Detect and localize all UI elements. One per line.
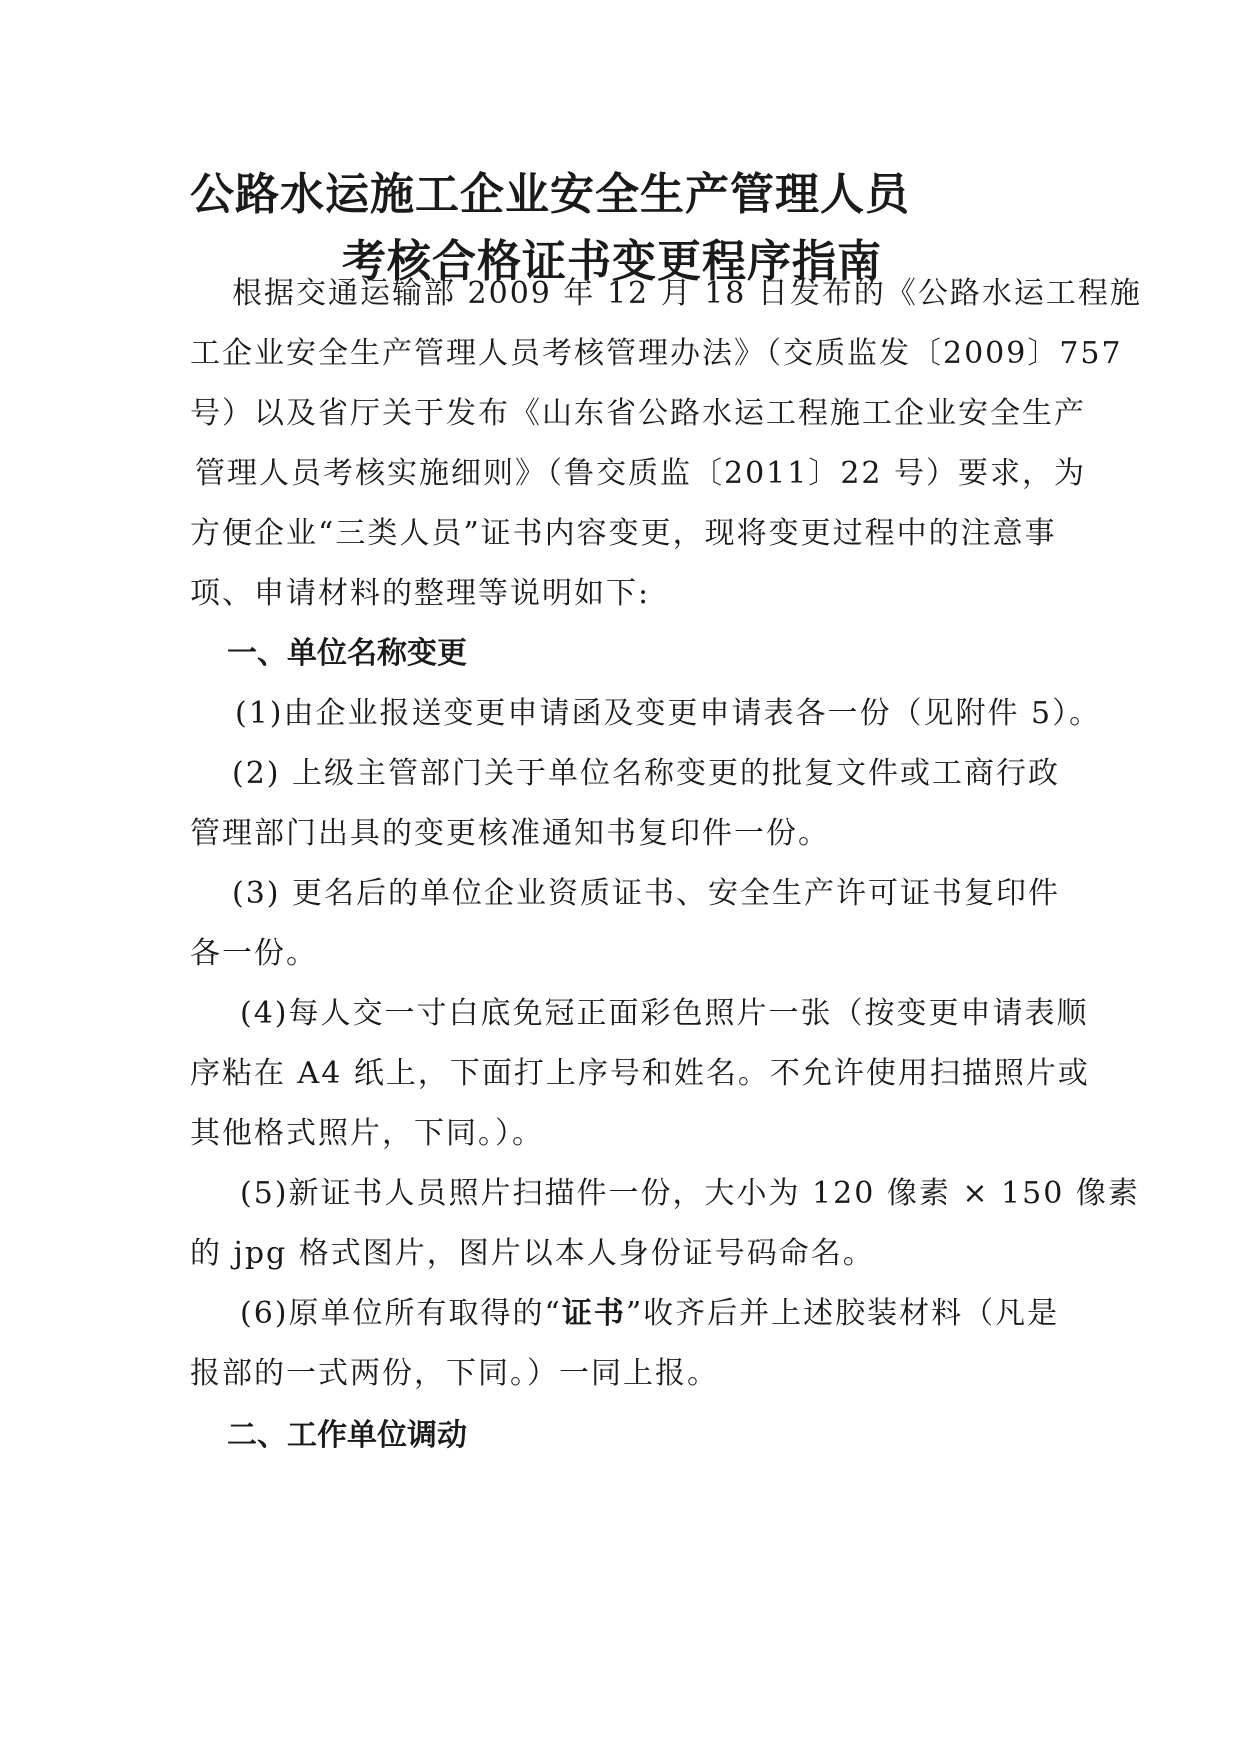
section-2-heading: 二、工作单位调动 (227, 1418, 467, 1453)
section-1-item-3-cont: 各一份。 (190, 936, 318, 971)
section-1-item-2: (2) 上级主管部门关于单位名称变更的批复文件或工商行政 (232, 756, 1061, 791)
section-1-item-5-cont: 的 jpg 格式图片，图片以本人身份证号码命名。 (190, 1236, 875, 1271)
section-1-item-4-cont: 序粘在 A4 纸上，下面打上序号和姓名。不允许使用扫描照片或 (190, 1056, 1090, 1091)
intro-line: 号）以及省厅关于发布《山东省公路水运工程施工企业安全生产 (190, 396, 1086, 431)
intro-line: 根据交通运输部 2009 年 12 月 18 日发布的《公路水运工程施 (232, 276, 1142, 311)
section-1-item-4: (4)每人交一寸白底免冠正面彩色照片一张（按变更申请表顺 (240, 996, 1089, 1031)
title-line-2: 考核合格证书变更程序指南 (342, 236, 882, 287)
section-1-item-4-cont: 其他格式照片，下同。）。 (190, 1116, 544, 1151)
item-6-text: ”收齐后并上述胶装材料（凡是 (625, 1296, 1060, 1331)
title-line-1: 公路水运施工企业安全生产管理人员 (190, 169, 910, 220)
item-6-text: (6)原单位所有取得的“ (240, 1296, 562, 1331)
section-1-item-3: (3) 更名后的单位企业资质证书、安全生产许可证书复印件 (232, 876, 1061, 911)
intro-line: 项、申请材料的整理等说明如下: (190, 576, 651, 611)
section-1-item-6 (240, 1288, 1059, 1332)
section-1-item-1: (1)由企业报送变更申请函及变更申请表各一份（见附件 5）。 (235, 696, 1102, 731)
intro-line: 管理人员考核实施细则》（鲁交质监〔2011〕22 号）要求，为 (195, 456, 1087, 491)
item-6-bold-term: 证书 (561, 1296, 626, 1331)
intro-line: 工企业安全生产管理人员考核管理办法》（交质监发〔2009〕757 (190, 336, 1123, 371)
section-1-heading: 一、单位名称变更 (227, 636, 467, 671)
intro-line: 方便企业“三类人员”证书内容变更，现将变更过程中的注意事 (190, 516, 1057, 551)
section-1-item-6-cont: 报部的一式两份，下同。）一同上报。 (190, 1356, 719, 1391)
section-1-item-2-cont: 管理部门出具的变更核准通知书复印件一份。 (190, 816, 830, 851)
section-1-item-5: (5)新证书人员照片扫描件一份，大小为 120 像素 × 150 像素 (240, 1176, 1140, 1211)
